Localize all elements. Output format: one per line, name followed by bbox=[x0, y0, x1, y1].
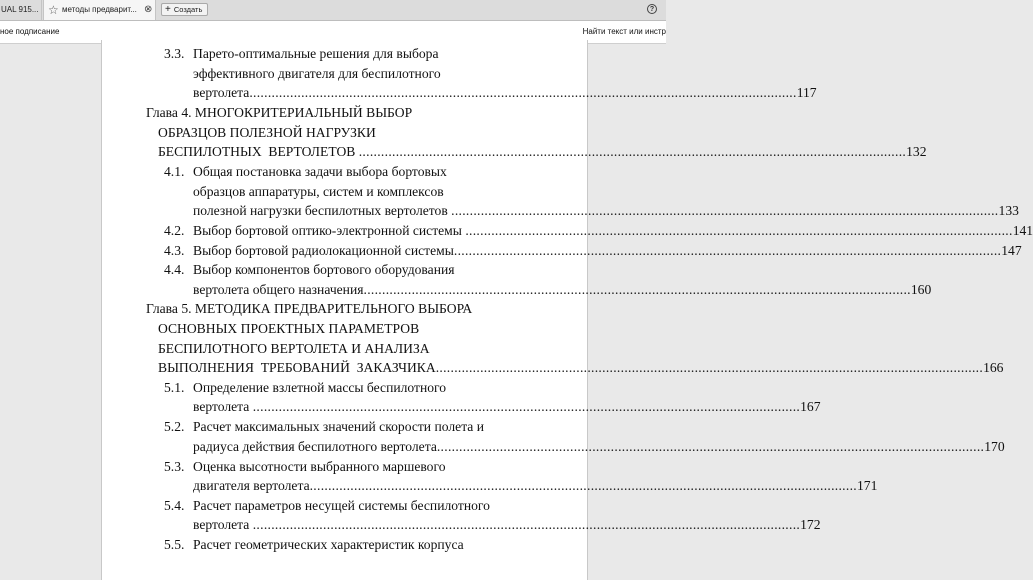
dot-leader: .................................................................................................................................................... bbox=[465, 223, 1013, 238]
toc-entry-line: Оценка высотности выбранного маршевого bbox=[193, 459, 446, 474]
toc-entry-line: Определение взлетной массы беспилотного bbox=[193, 380, 447, 395]
toc-entry-text: двигателя вертолета bbox=[193, 478, 310, 493]
chapter-heading-line bbox=[158, 358, 1004, 378]
tab-label: методы предварит... bbox=[62, 5, 137, 14]
toc-number: 5.4. bbox=[164, 498, 185, 513]
toc-page-number: 141 bbox=[1012, 223, 1033, 238]
dot-leader: .................................................................................................................................................... bbox=[451, 203, 999, 218]
document-viewport[interactable] bbox=[0, 44, 1033, 558]
find-text-search[interactable]: Найти текст или инстр bbox=[582, 27, 666, 36]
dot-leader: .................................................................................................................................................... bbox=[453, 243, 1002, 258]
toc-entry-text: БЕСПИЛОТНЫХ ВЕРТОЛЕТОВ bbox=[158, 144, 359, 159]
dot-leader: .................................................................................................................................................... bbox=[435, 360, 984, 375]
toc-page-number: 167 bbox=[800, 399, 821, 414]
toc-entry-line: Общая постановка задачи выбора бортовых bbox=[193, 164, 447, 179]
chapter-heading-line: ОСНОВНЫХ ПРОЕКТНЫХ ПАРАМЕТРОВ bbox=[158, 321, 420, 336]
toc-entry-text: радиуса действия беспилотного вертолета bbox=[193, 439, 437, 454]
plus-icon: + bbox=[165, 4, 171, 15]
chapter-heading-line: ОБРАЗЦОВ ПОЛЕЗНОЙ НАГРУЗКИ bbox=[158, 125, 376, 140]
dot-leader: .................................................................................................................................................... bbox=[358, 144, 907, 159]
toc-number: 5.5. bbox=[164, 537, 185, 552]
star-icon[interactable]: ☆ bbox=[48, 3, 59, 17]
toc-page-number: 170 bbox=[984, 439, 1005, 454]
toc-entry-text: вертолета bbox=[193, 85, 250, 100]
chapter-heading-line bbox=[158, 142, 927, 162]
toc-entry-text: ВЫПОЛНЕНИЯ ТРЕБОВАНИЙ ЗАКАЗЧИКА bbox=[158, 360, 436, 375]
toc-entry-line: образцов аппаратуры, систем и комплексов bbox=[193, 184, 444, 199]
dot-leader: .................................................................................................................................................... bbox=[309, 478, 857, 493]
toc-number: 4.3. bbox=[164, 243, 185, 258]
dot-leader: .................................................................................................................................................... bbox=[249, 85, 797, 100]
toc-entry-line: Расчет максимальных значений скорости полета и bbox=[193, 419, 485, 434]
chapter-heading-line: Глава 5. МЕТОДИКА ПРЕДВАРИТЕЛЬНОГО ВЫБОРА bbox=[146, 301, 473, 316]
toc-entry-line: Выбор компонентов бортового оборудования bbox=[193, 262, 455, 277]
toc-number: 5.2. bbox=[164, 419, 185, 434]
toc-entry-line bbox=[193, 280, 932, 300]
toc-entry-line bbox=[193, 241, 1022, 261]
dot-leader: .................................................................................................................................................... bbox=[363, 282, 911, 297]
toc-entry-line bbox=[193, 437, 1005, 457]
toc-entry-text: вертолета общего назначения bbox=[193, 282, 364, 297]
toc-page-number: 171 bbox=[856, 478, 878, 493]
tab-document-1[interactable] bbox=[0, 0, 42, 20]
toc-entry-line bbox=[193, 201, 1019, 221]
toc-entry-line bbox=[193, 221, 1033, 241]
tab-strip bbox=[0, 0, 666, 21]
toc-entry-line: эффективного двигателя для беспилотного bbox=[193, 66, 441, 81]
new-tab-label: Создать bbox=[173, 5, 203, 14]
tab-label: UAL 915... bbox=[1, 5, 39, 14]
toc-page-number: 132 bbox=[906, 144, 927, 159]
dot-leader: .................................................................................................................................................... bbox=[252, 517, 801, 532]
toc-entry-line bbox=[193, 476, 878, 496]
toc-page-number: 166 bbox=[983, 360, 1004, 375]
toc-entry-line: Парето-оптимальные решения для выбора bbox=[193, 46, 439, 61]
toc-page-number: 117 bbox=[796, 85, 817, 100]
toc-entry-text: вертолета bbox=[193, 517, 253, 532]
new-tab-button[interactable] bbox=[161, 3, 208, 16]
toc-entry-text: Выбор бортовой оптико-электронной системы bbox=[193, 223, 466, 238]
toc-entry-text: Выбор бортовой радиолокационной системы bbox=[193, 243, 454, 258]
chapter-heading-line: БЕСПИЛОТНОГО ВЕРТОЛЕТА И АНАЛИЗА bbox=[158, 341, 430, 356]
chapter-heading-line: Глава 4. МНОГОКРИТЕРИАЛЬНЫЙ ВЫБОР bbox=[146, 105, 413, 120]
toc-entry-text: вертолета bbox=[193, 399, 253, 414]
toc-number: 3.3. bbox=[164, 46, 185, 61]
toc-entry-text: полезной нагрузки беспилотных вертолетов bbox=[193, 203, 452, 218]
toc-entry-line: Расчет геометрических характеристик корпуса bbox=[193, 537, 464, 552]
document-page bbox=[101, 40, 1033, 580]
tab-document-active[interactable] bbox=[43, 0, 156, 20]
toc-number: 5.3. bbox=[164, 459, 185, 474]
help-icon[interactable]: ? bbox=[647, 4, 657, 14]
toc-page-number: 172 bbox=[800, 517, 821, 532]
toc-entry-line bbox=[193, 397, 821, 417]
toc-number: 5.1. bbox=[164, 380, 185, 395]
toc-page-number: 147 bbox=[1001, 243, 1022, 258]
toc-entry-line: Расчет параметров несущей системы беспилотного bbox=[193, 498, 490, 513]
toc-page-number: 160 bbox=[910, 282, 932, 297]
close-icon[interactable]: ⊗ bbox=[144, 4, 153, 15]
toc-page-number: 133 bbox=[998, 203, 1019, 218]
toc-entry-line bbox=[193, 515, 821, 535]
toc-number: 4.2. bbox=[164, 223, 185, 238]
dot-leader: .................................................................................................................................................... bbox=[436, 439, 985, 454]
sign-tool-link[interactable]: ное подписание bbox=[0, 27, 60, 36]
toc-number: 4.4. bbox=[164, 262, 185, 277]
toc-number: 4.1. bbox=[164, 164, 185, 179]
toc-entry-line bbox=[193, 83, 817, 103]
dot-leader: .................................................................................................................................................... bbox=[252, 399, 801, 414]
